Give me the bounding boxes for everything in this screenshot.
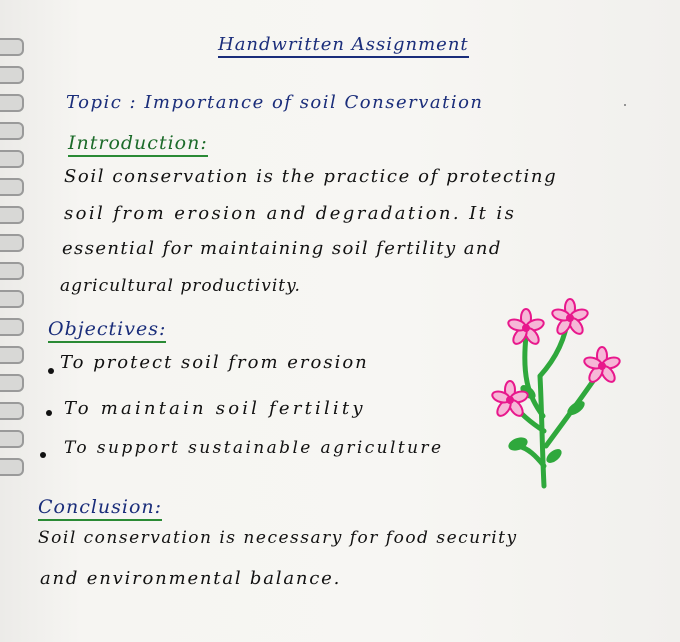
bullet-point — [46, 410, 52, 416]
conclusion-line: Soil conservation is necessary for food security — [38, 528, 518, 548]
binding-ring — [0, 290, 24, 308]
introduction-line: soil from erosion and degradation. It is — [64, 203, 517, 224]
binding-ring — [0, 38, 24, 56]
conclusion-line: and environmental balance. — [40, 568, 342, 589]
binding-ring — [0, 262, 24, 280]
binding-ring — [0, 402, 24, 420]
binding-ring — [0, 150, 24, 168]
conclusion-heading: Conclusion: — [38, 496, 162, 521]
page-title: Handwritten Assignment — [218, 34, 469, 58]
objective-item: To protect soil from erosion — [60, 352, 369, 373]
objective-item: To maintain soil fertility — [64, 398, 366, 419]
binding-ring — [0, 374, 24, 392]
bullet-point — [40, 452, 46, 458]
binding-ring — [0, 178, 24, 196]
introduction-line: agricultural productivity. — [60, 276, 301, 296]
binding-ring — [0, 206, 24, 224]
introduction-heading: Introduction: — [68, 132, 208, 157]
binding-ring — [0, 94, 24, 112]
objective-item: To support sustainable agriculture — [64, 438, 444, 458]
binding-ring — [0, 234, 24, 252]
introduction-line: Soil conservation is the practice of protecting — [64, 166, 558, 187]
binding-ring — [0, 122, 24, 140]
binding-ring — [0, 430, 24, 448]
bullet-point — [48, 368, 54, 374]
binding-ring — [0, 458, 24, 476]
introduction-line: essential for maintaining soil fertility and — [62, 238, 502, 259]
binding-ring — [0, 346, 24, 364]
spiral-binding — [0, 0, 24, 642]
pink-flower-drawing — [488, 296, 638, 496]
objectives-heading: Objectives: — [48, 318, 166, 343]
ink-speck — [624, 104, 626, 106]
binding-ring — [0, 318, 24, 336]
topic-line: Topic : Importance of soil Conservation — [66, 92, 484, 113]
binding-ring — [0, 66, 24, 84]
